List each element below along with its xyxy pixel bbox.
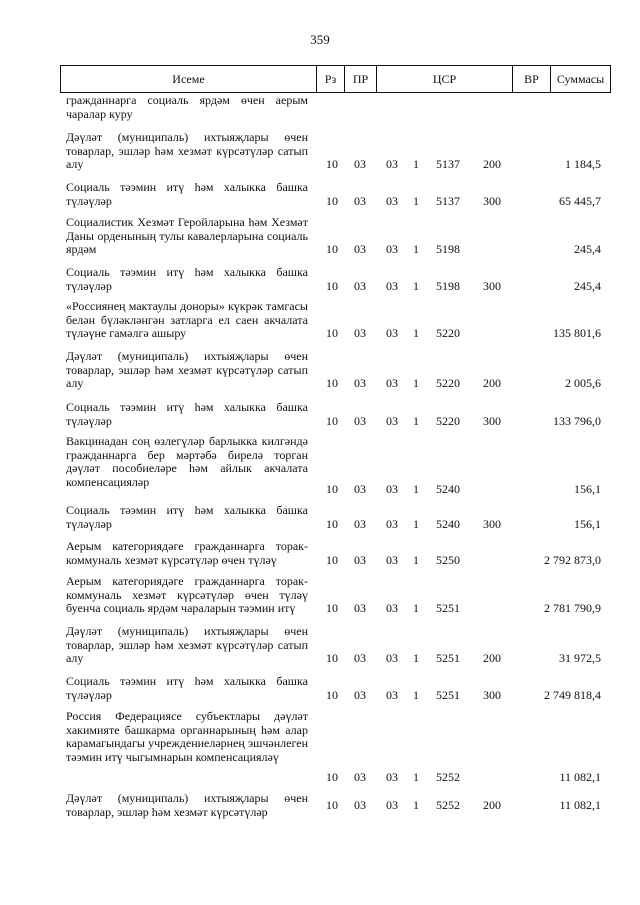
row-sum: 156,1 (574, 517, 601, 531)
row-rz: 10 (326, 651, 338, 665)
row-name: Социаль тәэмин итү һәм халыкка башка түләүләр (66, 265, 308, 293)
row-csr-3: 5250 (436, 553, 460, 567)
row-csr-3: 5220 (436, 414, 460, 428)
row-csr-1: 03 (386, 482, 398, 496)
row-vr: 200 (483, 157, 501, 171)
row-csr-1: 03 (386, 376, 398, 390)
row-pr: 03 (354, 770, 366, 784)
row-rz: 10 (326, 770, 338, 784)
row-rz: 10 (326, 242, 338, 256)
row-csr-2: 1 (413, 414, 419, 428)
row-csr-3: 5220 (436, 326, 460, 340)
row-csr-1: 03 (386, 601, 398, 615)
row-pr: 03 (354, 517, 366, 531)
row-pr: 03 (354, 194, 366, 208)
row-csr-1: 03 (386, 414, 398, 428)
row-name: Социаль тәэмин итү һәм халыкка башка түләүләр (66, 674, 308, 702)
row-pr: 03 (354, 798, 366, 812)
row-csr-3: 5198 (436, 279, 460, 293)
header-csr: ЦСР (377, 66, 513, 93)
row-name: Вакцинадан соң өзлегүләр барлыкка килгәндә гражданнарга бер мәртәбә бирелә торган дәүләт пособиеләре һәм айлык акчалата компенсацияләр (66, 434, 308, 489)
row-rz: 10 (326, 194, 338, 208)
row-csr-2: 1 (413, 194, 419, 208)
row-csr-2: 1 (413, 770, 419, 784)
row-name: гражданнарга социаль ярдәм өчен аерым чаралар куру (66, 93, 308, 121)
row-rz: 10 (326, 376, 338, 390)
row-name: Социаль тәэмин итү һәм халыкка башка түләүләр (66, 180, 308, 208)
row-rz: 10 (326, 553, 338, 567)
row-csr-1: 03 (386, 651, 398, 665)
row-sum: 11 082,1 (559, 770, 601, 784)
row-vr: 200 (483, 798, 501, 812)
row-pr: 03 (354, 482, 366, 496)
row-name: Социаль тәэмин итү һәм халыкка башка түләүләр (66, 503, 308, 531)
header-vr: ВР (513, 66, 551, 93)
row-sum: 135 801,6 (553, 326, 601, 340)
row-csr-1: 03 (386, 279, 398, 293)
header-pr: ПР (345, 66, 377, 93)
row-csr-1: 03 (386, 798, 398, 812)
row-sum: 2 781 790,9 (544, 601, 601, 615)
row-csr-3: 5251 (436, 688, 460, 702)
row-rz: 10 (326, 279, 338, 293)
row-csr-1: 03 (386, 194, 398, 208)
header-name: Исеме (61, 66, 317, 93)
row-sum: 245,4 (574, 242, 601, 256)
row-vr: 300 (483, 688, 501, 702)
row-csr-3: 5252 (436, 770, 460, 784)
row-pr: 03 (354, 157, 366, 171)
row-name: Социаль тәэмин итү һәм халыкка башка түләүләр (66, 400, 308, 428)
row-rz: 10 (326, 482, 338, 496)
row-sum: 65 445,7 (559, 194, 601, 208)
row-name: Дәүләт (муниципаль) ихтыяҗлары өчен товарлар, эшләр һәм хезмәт күрсәтүләр сатып алу (66, 624, 308, 665)
row-sum: 2 005,6 (565, 376, 601, 390)
page-number: 359 (310, 32, 330, 47)
row-pr: 03 (354, 553, 366, 567)
row-pr: 03 (354, 651, 366, 665)
row-pr: 03 (354, 688, 366, 702)
row-csr-1: 03 (386, 157, 398, 171)
row-name: Аерым категориядәге гражданнарга торак-коммуналь хезмәт күрсәтүләр өчен түләү буенча социаль ярдәм чараларын тәэмин итү (66, 574, 308, 615)
row-rz: 10 (326, 798, 338, 812)
row-sum: 1 184,5 (565, 157, 601, 171)
row-name: «Россиянең мактаулы доноры» күкрәк тамгасы белән бүләкләнгән затларга ел саен акчалата түләүне гамәлгә ашыру (66, 299, 308, 340)
row-rz: 10 (326, 688, 338, 702)
row-rz: 10 (326, 601, 338, 615)
row-csr-3: 5240 (436, 482, 460, 496)
row-pr: 03 (354, 601, 366, 615)
row-sum: 11 082,1 (559, 798, 601, 812)
row-csr-1: 03 (386, 553, 398, 567)
row-csr-2: 1 (413, 517, 419, 531)
row-csr-2: 1 (413, 157, 419, 171)
row-name: Россия Федерациясе субъектлары дәүләт хакимияте башкарма органнарының һәм алар карамагындагы учреждениеләрнең эшчәнлеген тәэмин итү чыгымнарын компенсацияләү (66, 709, 308, 764)
row-csr-1: 03 (386, 242, 398, 256)
row-name: Дәүләт (муниципаль) ихтыяҗлары өчен товарлар, эшләр һәм хезмәт күрсәтүләр сатып алу (66, 130, 308, 171)
row-vr: 300 (483, 194, 501, 208)
row-csr-2: 1 (413, 242, 419, 256)
row-pr: 03 (354, 242, 366, 256)
row-csr-2: 1 (413, 651, 419, 665)
header-rz: Рз (317, 66, 345, 93)
row-pr: 03 (354, 414, 366, 428)
row-pr: 03 (354, 376, 366, 390)
row-csr-3: 5220 (436, 376, 460, 390)
row-csr-3: 5137 (436, 157, 460, 171)
row-csr-1: 03 (386, 517, 398, 531)
row-rz: 10 (326, 157, 338, 171)
row-csr-2: 1 (413, 482, 419, 496)
row-vr: 200 (483, 376, 501, 390)
row-csr-2: 1 (413, 601, 419, 615)
table-header (60, 65, 611, 93)
row-rz: 10 (326, 414, 338, 428)
row-csr-3: 5137 (436, 194, 460, 208)
row-csr-1: 03 (386, 688, 398, 702)
row-csr-2: 1 (413, 798, 419, 812)
row-vr: 300 (483, 517, 501, 531)
row-rz: 10 (326, 517, 338, 531)
row-vr: 200 (483, 651, 501, 665)
row-vr: 300 (483, 414, 501, 428)
row-csr-2: 1 (413, 376, 419, 390)
row-name: Дәүләт (муниципаль) ихтыяҗлары өчен товарлар, эшләр һәм хезмәт күрсәтүләр (66, 791, 308, 819)
row-sum: 156,1 (574, 482, 601, 496)
row-name: Аерым категориядәге гражданнарга торак-коммуналь хезмәт күрсәтүләр өчен түләү (66, 539, 308, 567)
header-sum: Суммасы (551, 66, 611, 93)
row-name: Социалистик Хезмәт Геройларына һәм Хезмәт Даны орденының тулы кавалерларына социаль ярдәм (66, 215, 308, 256)
row-sum: 133 796,0 (553, 414, 601, 428)
row-name: Дәүләт (муниципаль) ихтыяҗлары өчен товарлар, эшләр һәм хезмәт күрсәтүләр сатып алу (66, 349, 308, 390)
row-pr: 03 (354, 326, 366, 340)
row-vr: 300 (483, 279, 501, 293)
row-sum: 31 972,5 (559, 651, 601, 665)
row-csr-1: 03 (386, 770, 398, 784)
row-sum: 245,4 (574, 279, 601, 293)
row-csr-3: 5240 (436, 517, 460, 531)
row-csr-2: 1 (413, 279, 419, 293)
row-csr-3: 5251 (436, 601, 460, 615)
row-pr: 03 (354, 279, 366, 293)
row-csr-3: 5251 (436, 651, 460, 665)
row-rz: 10 (326, 326, 338, 340)
row-sum: 2 749 818,4 (544, 688, 601, 702)
row-csr-1: 03 (386, 326, 398, 340)
row-csr-2: 1 (413, 326, 419, 340)
row-sum: 2 792 873,0 (544, 553, 601, 567)
row-csr-2: 1 (413, 553, 419, 567)
row-csr-2: 1 (413, 688, 419, 702)
row-csr-3: 5252 (436, 798, 460, 812)
row-csr-3: 5198 (436, 242, 460, 256)
